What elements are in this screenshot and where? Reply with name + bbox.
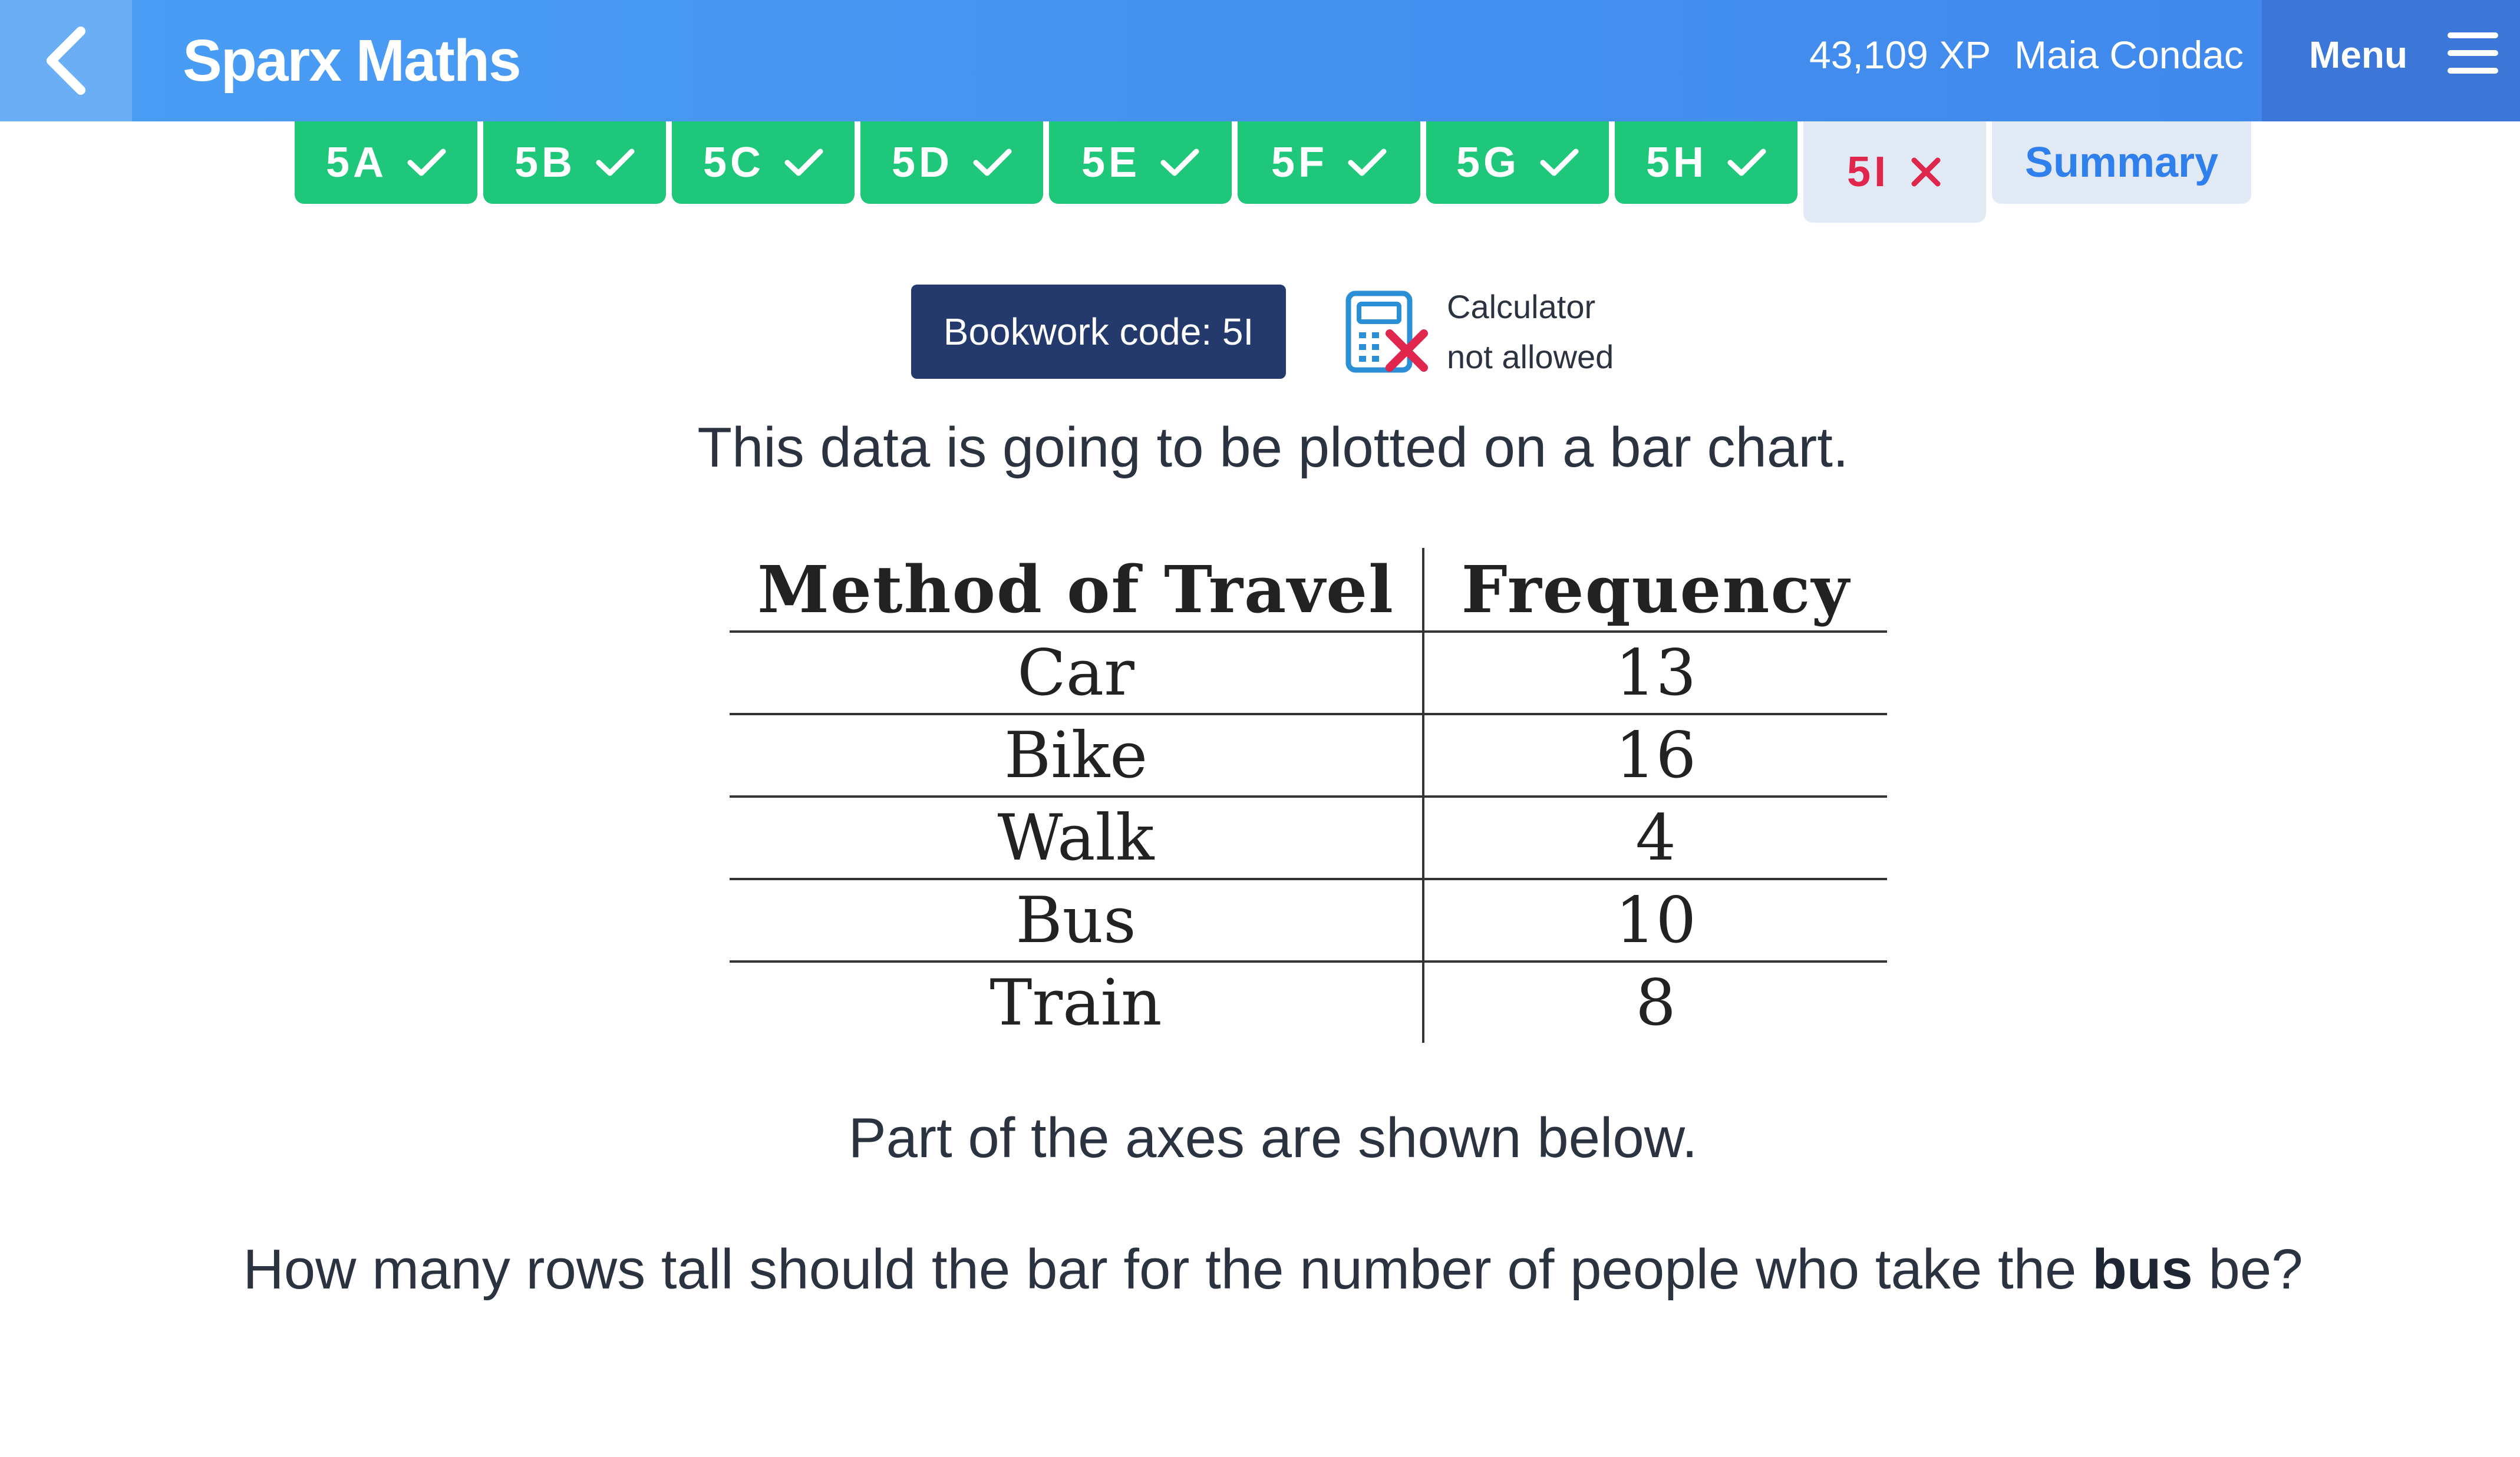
question-intro: This data is going to be plotted on a bar chart. bbox=[697, 416, 1849, 479]
cross-icon bbox=[1909, 156, 1942, 189]
table-row bbox=[730, 714, 1887, 797]
question-main-text bbox=[177, 1237, 2369, 1302]
frequency-cell: 4 bbox=[1423, 797, 1887, 879]
back-button[interactable] bbox=[0, 0, 132, 121]
column-header-method: Method of Travel bbox=[730, 548, 1423, 632]
app-title: Sparx Maths bbox=[183, 28, 520, 94]
calculator-notice bbox=[1447, 282, 1614, 382]
question-text-bold: bus bbox=[2092, 1238, 2193, 1301]
method-cell: Walk bbox=[730, 797, 1423, 879]
tab-label: 5G bbox=[1456, 139, 1520, 186]
check-icon bbox=[1727, 148, 1766, 177]
bookwork-code-label: Bookwork code: 5I bbox=[943, 310, 1254, 353]
question-part-text: Part of the axes are shown below. bbox=[848, 1106, 1698, 1169]
check-icon bbox=[1540, 148, 1579, 177]
tab-label: 5F bbox=[1271, 139, 1328, 186]
table-row bbox=[730, 632, 1887, 714]
table-header-row bbox=[730, 548, 1887, 632]
method-cell: Car bbox=[730, 632, 1423, 714]
tab-5b[interactable] bbox=[483, 121, 666, 204]
tab-label: 5H bbox=[1645, 139, 1708, 186]
tab-5a[interactable] bbox=[295, 121, 477, 204]
user-name[interactable]: Maia Condac bbox=[2014, 33, 2244, 77]
tab-5d[interactable] bbox=[860, 121, 1043, 204]
tab-label: 5D bbox=[891, 139, 954, 186]
calculator-notice-line2: not allowed bbox=[1447, 338, 1614, 375]
method-cell: Train bbox=[730, 962, 1423, 1043]
tab-label: 5B bbox=[514, 139, 576, 186]
check-icon bbox=[1348, 148, 1387, 177]
column-header-frequency: Frequency bbox=[1423, 548, 1887, 632]
tab-5i[interactable] bbox=[1803, 121, 1986, 223]
method-cell: Bike bbox=[730, 714, 1423, 797]
tab-5c[interactable] bbox=[672, 121, 855, 204]
menu-label: Menu bbox=[2309, 34, 2408, 76]
tab-5e[interactable] bbox=[1049, 121, 1232, 204]
frequency-cell: 8 bbox=[1635, 966, 1676, 1040]
check-icon bbox=[1160, 148, 1199, 177]
tab-5g[interactable] bbox=[1426, 121, 1609, 204]
tab-label: 5E bbox=[1081, 139, 1141, 186]
table-row bbox=[730, 797, 1887, 879]
chevron-left-icon bbox=[39, 25, 93, 96]
tab-label: Summary bbox=[2024, 139, 2219, 186]
table-row bbox=[730, 879, 1887, 962]
calculator-not-allowed-icon bbox=[1344, 290, 1429, 375]
tab-5f[interactable] bbox=[1238, 121, 1420, 204]
frequency-cell: 13 bbox=[1423, 632, 1887, 714]
check-icon bbox=[784, 148, 823, 177]
check-icon bbox=[407, 148, 446, 177]
hamburger-menu-icon bbox=[2448, 32, 2501, 80]
xp-counter: 43,109 XP bbox=[1809, 33, 1991, 77]
frequency-table bbox=[730, 548, 1887, 1043]
tab-label: 5A bbox=[325, 139, 388, 186]
question-text-end: be? bbox=[2192, 1238, 2303, 1301]
question-text-start: How many rows tall should the bar for the number of people who take the bbox=[243, 1238, 2093, 1301]
frequency-cell: 10 bbox=[1423, 879, 1887, 962]
check-icon bbox=[973, 148, 1012, 177]
calculator-notice-line1: Calculator bbox=[1447, 288, 1596, 325]
method-cell: Bus bbox=[730, 879, 1423, 962]
bookwork-code-badge bbox=[911, 285, 1286, 379]
tab-label: 5I bbox=[1846, 148, 1890, 196]
frequency-cell: 16 bbox=[1423, 714, 1887, 797]
check-icon bbox=[596, 148, 635, 177]
tab-5h[interactable] bbox=[1615, 121, 1797, 204]
table-row bbox=[730, 962, 1887, 1043]
tab-label: 5C bbox=[702, 139, 765, 186]
tab-summary[interactable] bbox=[1992, 121, 2251, 204]
menu-button[interactable] bbox=[2262, 0, 2520, 121]
top-bar bbox=[0, 0, 2520, 121]
task-tabs bbox=[0, 121, 2520, 227]
